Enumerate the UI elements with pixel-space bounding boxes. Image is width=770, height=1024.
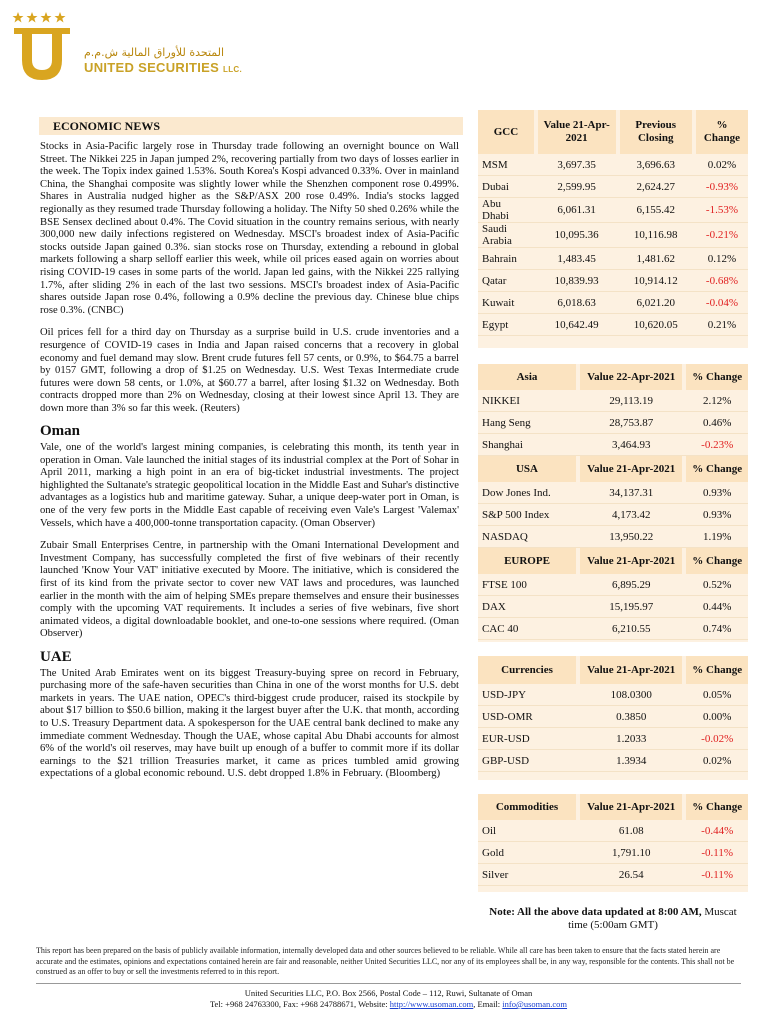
global-markets-panel bbox=[478, 364, 748, 642]
footer-contact: United Securities LLC, P.O. Box 2566, Postal Code – 112, Ruwi, Sultanate of Oman Tel: +968 24763300, Fax: +968 24788671, Website: http://www.usoman.com, Email: info@usoman.com bbox=[36, 988, 741, 1010]
brand-english-name: UNITED SECURITIES LLC. bbox=[84, 60, 243, 75]
asia-cell-name: Hang Seng bbox=[478, 412, 576, 434]
currencies-cell-value: 1.3934 bbox=[580, 750, 682, 772]
oman-heading: Oman bbox=[40, 423, 81, 440]
asia-header-change: % Change bbox=[686, 364, 748, 390]
commodities-cell-change: -0.44% bbox=[686, 820, 748, 842]
asia-cell-value: 3,464.93 bbox=[580, 434, 682, 456]
asia-row bbox=[478, 412, 748, 434]
gcc-cell-name: Saudi Arabia bbox=[478, 223, 534, 248]
currencies-header-value: Value 21-Apr-2021 bbox=[580, 656, 682, 684]
usa-header-market: USA bbox=[478, 456, 576, 483]
europe-row bbox=[478, 596, 748, 618]
economic-news-paragraph-1: Stocks in Asia-Pacific largely rose in Thursday trade following an overnight bounce on Wall Street. The Nikkei 225 in Japan jumped 2%, recovering partially from two days of losses earlier in the week. The Topix index gained 1.53%. South Korea's Kospi advanced 0.33%. Over in mainland China, the Shanghai composite was slightly lower while the Shenzhen component rose 0.499%. Shares in Australia nudged higher as the S&P/ASX 200 rose 0.49%. India's stocks lagged regionally as they resumed trade Thursday following a holiday. The Nifty 50 shed 0.26% while the BSE Sensex declined about 0.4%. The Covid situation in the country remains serious, with nearly 300,000 new daily infections registered on Wednesday. MSCI's broadest index of Asia-Pacific stocks outside Japan gained 0.3%. sian stocks rose on Thursday, extending a rebound in global markets following a sharp selloff earlier this week, while oil prices eased again on worries about rising COVID-19 cases in some parts of the world. Japan led gains, with the Nikkei 225 rallying 1.7%, after sliding 2% in each of the last two sessions. MSCI's broadest index of Asia-Pacific shares outside Japan rose 0.4%, following a 0.9% decline the previous day. Chinese blue chips rose 0.3%. (CNBC) bbox=[40, 141, 459, 316]
usa-cell-name: Dow Jones Ind. bbox=[478, 482, 576, 504]
oman-paragraph-1: Vale, one of the world's largest mining companies, is celebrating this month, its tenth year in operation in Oman. Vale launched the initial stages of its industrial complex at the Port of Sohar in April 2011, marking a high point in an era of big-ticket industrial investments. The project highlighted the Sultanate's strategic geopolitical location in the Middle East and Suhar's distinctive advantages as a logistics hub and maritime gateway. Suhar, a unique deep-water port in Oman, is one of the very few ports in the Middle East capable of receiving even Vale's Largest 'Valemax' Vessels, which have a 400,000-tonne transportation capacity. (Oman Observer) bbox=[40, 442, 459, 529]
asia-cell-change: 2.12% bbox=[686, 390, 748, 412]
europe-header-value: Value 21-Apr-2021 bbox=[580, 548, 682, 575]
data-update-note: Note: All the above data updated at 8:00 AM, Muscat time (5:00am GMT) bbox=[489, 906, 737, 931]
gcc-panel bbox=[478, 110, 748, 348]
website-link[interactable]: http://www.usoman.com bbox=[389, 999, 474, 1009]
currencies-cell-change: 0.05% bbox=[686, 684, 748, 706]
gcc-cell-name: MSM bbox=[478, 154, 534, 176]
gcc-row bbox=[478, 154, 748, 176]
asia-cell-value: 28,753.87 bbox=[580, 412, 682, 434]
europe-cell-value: 6,210.55 bbox=[580, 618, 682, 640]
currencies-row bbox=[478, 684, 748, 706]
economic-news-title: ECONOMIC NEWS bbox=[39, 117, 463, 135]
usa-cell-change: 0.93% bbox=[686, 504, 748, 526]
europe-cell-name: CAC 40 bbox=[478, 618, 576, 640]
currencies-header-change: % Change bbox=[686, 656, 748, 684]
usa-cell-name: S&P 500 Index bbox=[478, 504, 576, 526]
currencies-cell-name: GBP-USD bbox=[478, 750, 576, 772]
gcc-cell-change: 0.02% bbox=[696, 154, 748, 176]
usa-cell-name: NASDAQ bbox=[478, 526, 576, 548]
asia-cell-change: -0.23% bbox=[686, 434, 748, 456]
gcc-row bbox=[478, 223, 748, 248]
gcc-header-value: Value 21-Apr-2021 bbox=[538, 110, 616, 154]
gcc-row bbox=[478, 198, 748, 223]
asia-header-value: Value 22-Apr-2021 bbox=[580, 364, 682, 390]
gcc-table bbox=[478, 110, 748, 336]
united-securities-logo bbox=[12, 10, 72, 82]
uae-heading: UAE bbox=[40, 648, 72, 665]
commodities-panel bbox=[478, 794, 748, 892]
gcc-cell-change: 0.21% bbox=[696, 314, 748, 336]
gcc-cell-prev: 1,481.62 bbox=[620, 248, 692, 270]
currencies-cell-value: 108.0300 bbox=[580, 684, 682, 706]
commodities-cell-name: Silver bbox=[478, 864, 576, 886]
asia-table bbox=[478, 364, 748, 640]
gcc-cell-name: Bahrain bbox=[478, 248, 534, 270]
asia-cell-name: NIKKEI bbox=[478, 390, 576, 412]
gcc-row bbox=[478, 270, 748, 292]
gcc-cell-name: Abu Dhabi bbox=[478, 198, 534, 223]
gcc-cell-value: 2,599.95 bbox=[538, 176, 616, 198]
gcc-header-market: GCC bbox=[478, 110, 534, 154]
commodities-row bbox=[478, 842, 748, 864]
commodities-row bbox=[478, 820, 748, 842]
commodities-cell-value: 1,791.10 bbox=[580, 842, 682, 864]
usa-row bbox=[478, 482, 748, 504]
currencies-cell-name: EUR-USD bbox=[478, 728, 576, 750]
email-link[interactable]: info@usoman.com bbox=[502, 999, 568, 1009]
gcc-cell-prev: 2,624.27 bbox=[620, 176, 692, 198]
currencies-panel bbox=[478, 656, 748, 780]
gcc-header-change: % Change bbox=[696, 110, 748, 154]
commodities-table bbox=[478, 794, 748, 886]
commodities-header-value: Value 21-Apr-2021 bbox=[580, 794, 682, 820]
currencies-row bbox=[478, 706, 748, 728]
gcc-cell-value: 6,018.63 bbox=[538, 292, 616, 314]
europe-cell-value: 6,895.29 bbox=[580, 574, 682, 596]
usa-row bbox=[478, 526, 748, 548]
currencies-cell-change: -0.02% bbox=[686, 728, 748, 750]
gcc-cell-prev: 6,155.42 bbox=[620, 198, 692, 223]
currencies-cell-name: USD-JPY bbox=[478, 684, 576, 706]
commodities-cell-name: Oil bbox=[478, 820, 576, 842]
gcc-cell-value: 3,697.35 bbox=[538, 154, 616, 176]
currencies-row bbox=[478, 750, 748, 772]
economic-news-paragraph-2: Oil prices fell for a third day on Thursday as a surprise build in U.S. crude inventories and a resurgence of COVID-19 cases in India and Japan raised concerns that a recovery in global economy and fuel demand may slow. Brent crude futures fell 57 cents, or 0.9%, to $64.75 a barrel by 0157 GMT, following a drop of $1.25 on Wednesday. U.S. West Texas Intermediate crude futures were down 58 cents, or 1.0%, at $60.77 a barrel, after losing $1.32 on Wednesday. Both contracts dropped more than 2% on Wednesday, closing at their lowest since April 13. They are down more than 3% so far this week. (Reuters) bbox=[40, 327, 459, 414]
gcc-cell-prev: 10,914.12 bbox=[620, 270, 692, 292]
gcc-header-previous: Previous Closing bbox=[620, 110, 692, 154]
currencies-table bbox=[478, 656, 748, 772]
europe-header-market: EUROPE bbox=[478, 548, 576, 575]
usa-cell-change: 0.93% bbox=[686, 482, 748, 504]
commodities-header-change: % Change bbox=[686, 794, 748, 820]
europe-cell-change: 0.52% bbox=[686, 574, 748, 596]
gcc-cell-prev: 10,620.05 bbox=[620, 314, 692, 336]
europe-row bbox=[478, 574, 748, 596]
gcc-row bbox=[478, 292, 748, 314]
currencies-row bbox=[478, 728, 748, 750]
gcc-row bbox=[478, 176, 748, 198]
gcc-cell-change: 0.12% bbox=[696, 248, 748, 270]
gcc-row bbox=[478, 248, 748, 270]
gcc-cell-name: Dubai bbox=[478, 176, 534, 198]
gcc-cell-name: Kuwait bbox=[478, 292, 534, 314]
gcc-row bbox=[478, 314, 748, 336]
europe-cell-name: DAX bbox=[478, 596, 576, 618]
commodities-row bbox=[478, 864, 748, 886]
asia-row bbox=[478, 434, 748, 456]
usa-header-change: % Change bbox=[686, 456, 748, 483]
commodities-cell-name: Gold bbox=[478, 842, 576, 864]
usa-cell-value: 13,950.22 bbox=[580, 526, 682, 548]
gcc-cell-value: 10,095.36 bbox=[538, 223, 616, 248]
europe-cell-value: 15,195.97 bbox=[580, 596, 682, 618]
gcc-cell-name: Qatar bbox=[478, 270, 534, 292]
gcc-cell-prev: 6,021.20 bbox=[620, 292, 692, 314]
gcc-cell-change: -0.21% bbox=[696, 223, 748, 248]
commodities-cell-value: 26.54 bbox=[580, 864, 682, 886]
gcc-cell-name: Egypt bbox=[478, 314, 534, 336]
asia-cell-value: 29,113.19 bbox=[580, 390, 682, 412]
uae-paragraph-1: The United Arab Emirates went on its biggest Treasury-buying spree on record in February, purchasing more of the safe-haven securities than China in one of the worst months for U.S. debt markets in years. The UAE nation, OPEC's third-biggest crude producer, raised its stockpile by about $17 billion to $50.6 billion, making it the largest buyer after the U.K. that month, according to U.S. Treasury Department data. A spokesperson for the UAE central bank declined to make any immediate comment Wednesday. Though the UAE, whose capital Abu Dhabi accounts for almost 6% of the world's oil reserves, may have built up enough of a buffer to commit more if its dollar earnings to the $21 trillion Treasuries market, it came as prices tumbled amid growing expectations of a global economic rebound. U.S. debt dropped 1.8% in February. (Bloomberg) bbox=[40, 667, 459, 780]
company-address: United Securities LLC, P.O. Box 2566, Postal Code – 112, Ruwi, Sultanate of Oman bbox=[244, 988, 533, 998]
europe-header-change: % Change bbox=[686, 548, 748, 575]
currencies-header-market: Currencies bbox=[478, 656, 576, 684]
commodities-cell-change: -0.11% bbox=[686, 842, 748, 864]
gcc-cell-value: 10,642.49 bbox=[538, 314, 616, 336]
usa-cell-change: 1.19% bbox=[686, 526, 748, 548]
oman-paragraph-2: Zubair Small Enterprises Centre, in partnership with the Omani International Development and Investment Company, has successfully completed the first of five webinars of their recently launched 'Know Your VAT' initiative executed by Moore. The initiative, which is considered the first of its kind from the private sector to cover new VAT laws and procedures, was launched earlier in the month with the aim of helping SMEs prepare themselves and ensure their businesses comply with the upcoming VAT requirements. It includes a series of five webinars, five short animated videos, a digital downloadable booklet, and one-to-one sessions where required. (Oman Observer) bbox=[40, 540, 459, 640]
news-column bbox=[37, 117, 462, 781]
currencies-cell-name: USD-OMR bbox=[478, 706, 576, 728]
currencies-cell-change: 0.02% bbox=[686, 750, 748, 772]
asia-header-market: Asia bbox=[478, 364, 576, 390]
europe-cell-change: 0.74% bbox=[686, 618, 748, 640]
gcc-cell-value: 10,839.93 bbox=[538, 270, 616, 292]
asia-row bbox=[478, 390, 748, 412]
asia-cell-change: 0.46% bbox=[686, 412, 748, 434]
currencies-cell-change: 0.00% bbox=[686, 706, 748, 728]
usa-header-value: Value 21-Apr-2021 bbox=[580, 456, 682, 483]
gcc-cell-prev: 10,116.98 bbox=[620, 223, 692, 248]
europe-cell-name: FTSE 100 bbox=[478, 574, 576, 596]
commodities-cell-value: 61.08 bbox=[580, 820, 682, 842]
usa-cell-value: 4,173.42 bbox=[580, 504, 682, 526]
europe-row bbox=[478, 618, 748, 640]
gcc-cell-change: -1.53% bbox=[696, 198, 748, 223]
gcc-cell-value: 6,061.31 bbox=[538, 198, 616, 223]
currencies-cell-value: 0.3850 bbox=[580, 706, 682, 728]
gcc-cell-change: -0.93% bbox=[696, 176, 748, 198]
europe-cell-change: 0.44% bbox=[686, 596, 748, 618]
commodities-header-market: Commodities bbox=[478, 794, 576, 820]
usa-cell-value: 34,137.31 bbox=[580, 482, 682, 504]
asia-cell-name: Shanghai bbox=[478, 434, 576, 456]
currencies-cell-value: 1.2033 bbox=[580, 728, 682, 750]
commodities-cell-change: -0.11% bbox=[686, 864, 748, 886]
gcc-cell-prev: 3,696.63 bbox=[620, 154, 692, 176]
gcc-cell-change: -0.68% bbox=[696, 270, 748, 292]
footer-divider bbox=[36, 983, 741, 984]
gcc-cell-value: 1,483.45 bbox=[538, 248, 616, 270]
market-data-column bbox=[478, 110, 748, 932]
brand-arabic-name: المتحدة للأوراق المالية ش.م.م bbox=[84, 46, 225, 59]
usa-row bbox=[478, 504, 748, 526]
disclaimer-text: This report has been prepared on the basis of publicly available information, internally developed data and other sources believed to be reliable. While all care has been taken to ensure that the facts stated herein are accurate and the estimates, opinions and expectations contained herein are fair and reasonable, neither United Securities LLC, nor any of its employees shall be, in any way, responsible for the contents. This shall not be construed as an offer to buy or sell the investments referred to in this report. bbox=[36, 946, 735, 976]
gcc-cell-change: -0.04% bbox=[696, 292, 748, 314]
